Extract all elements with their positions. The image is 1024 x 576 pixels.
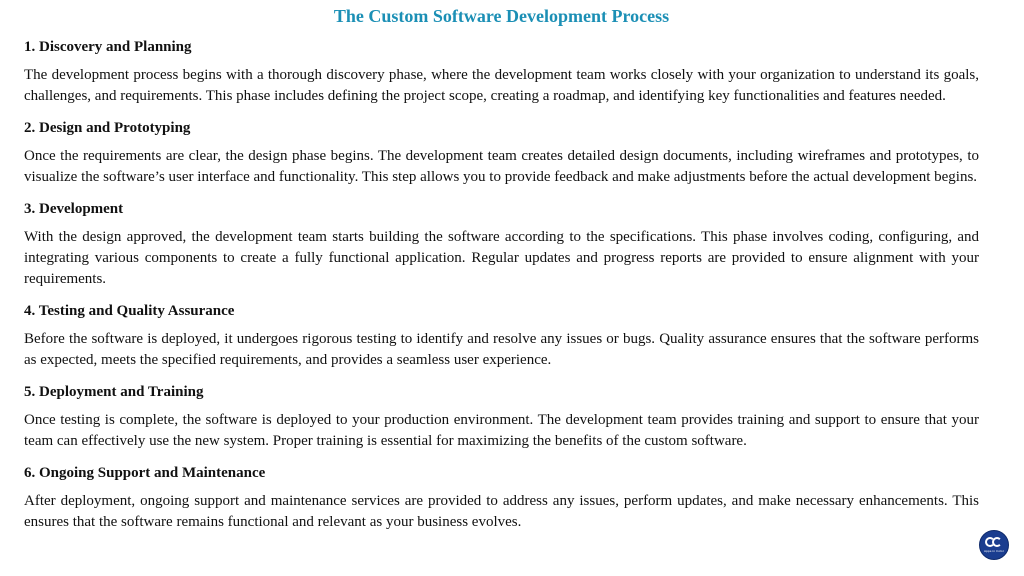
document-page	[24, 0, 979, 533]
section-heading: 6. Ongoing Support and Maintenance	[24, 465, 266, 481]
section-body: After deployment, ongoing support and maintenance services are provided to address any issues, perform updates, and make necessary enhancements. This ensures that the software remains functional and relevant as your business evolves.	[24, 493, 979, 530]
section-heading: 2. Design and Prototyping	[24, 120, 191, 136]
section-heading: 4. Testing and Quality Assurance	[24, 303, 235, 319]
section-design	[24, 119, 979, 188]
logo-text: Apps in Color	[984, 549, 1004, 553]
section-support	[24, 464, 979, 533]
logo-ring-right	[992, 537, 1002, 547]
section-body: Once testing is complete, the software is deployed to your production environment. The development team provides training and support to ensure that your team can effectively use the new system. Proper training is essential for maximizing the benefits of the custom software.	[24, 412, 979, 449]
company-logo-icon	[979, 530, 1009, 560]
section-testing	[24, 302, 979, 371]
section-heading: 3. Development	[24, 201, 124, 217]
page-title: The Custom Software Development Process	[333, 6, 670, 26]
section-body: Before the software is deployed, it undergoes rigorous testing to identify and resolve any issues or bugs. Quality assurance ensures that the software performs as expected, meets the specified requirements, and provides a seamless user experience.	[24, 331, 979, 368]
section-development	[24, 200, 979, 290]
section-heading: 1. Discovery and Planning	[24, 39, 192, 55]
section-discovery	[24, 38, 979, 107]
section-heading: 5. Deployment and Training	[24, 384, 204, 400]
section-deployment	[24, 383, 979, 452]
section-body: The development process begins with a thorough discovery phase, where the development team works closely with your organization to understand its goals, challenges, and requirements. This phase includes defining the project scope, creating a roadmap, and identifying key functionalities and features needed.	[24, 67, 979, 104]
section-body: Once the requirements are clear, the design phase begins. The development team creates detailed design documents, including wireframes and prototypes, to visualize the software’s user interface and functionality. This step allows you to provide feedback and make adjustments before the actual development begins.	[24, 148, 979, 185]
section-body: With the design approved, the development team starts building the software according to the specifications. This phase involves coding, configuring, and integrating various components to create a fully functional application. Regular updates and progress reports are provided to ensure alignment with your requirements.	[24, 229, 979, 287]
